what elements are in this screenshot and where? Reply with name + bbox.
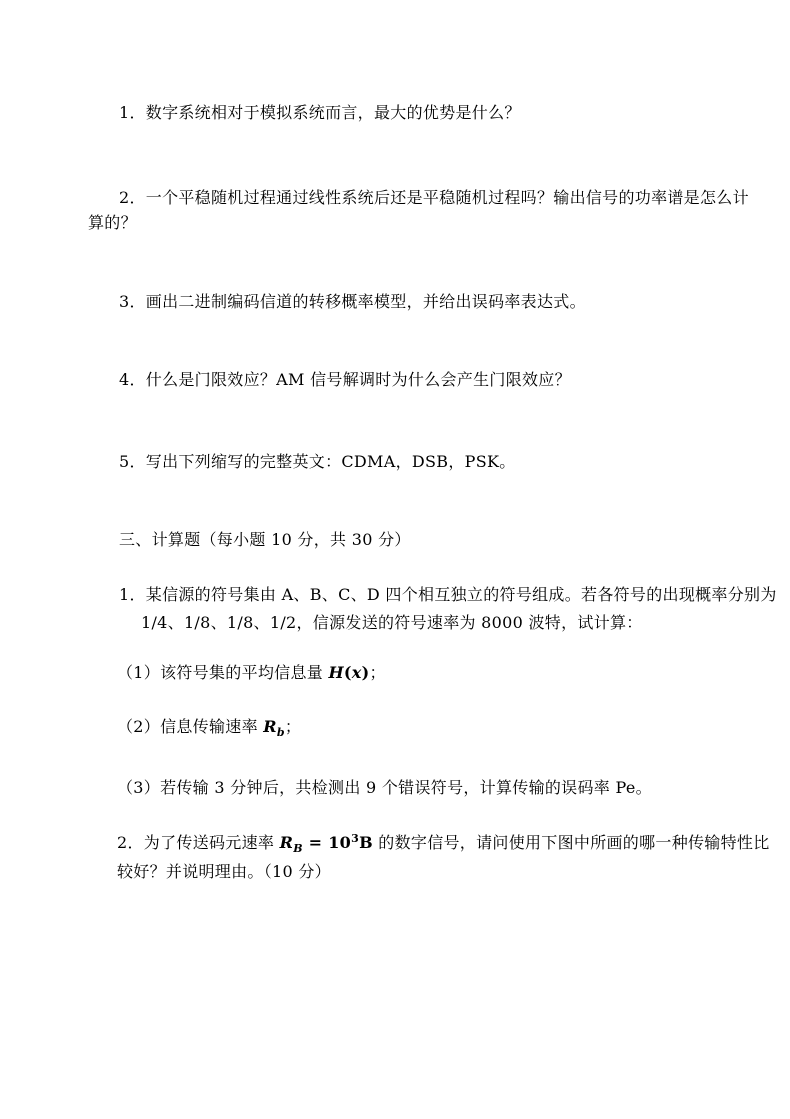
short-answer-q2-line2-seg-0: 算的？ [88, 213, 137, 232]
short-answer-q2-line1-seg-0: 2．一个平稳随机过程通过线性系统后还是平稳随机过程吗？输出信号的功率谱是怎么计 [119, 188, 749, 207]
calc-q2-line1-seg-5: B [359, 833, 373, 852]
calc-q2-line1-seg-2: B [293, 842, 303, 855]
calc-q2-line1-seg-6: 的数字信号，请问使用下图中所画的哪一种传输特性比 [372, 833, 770, 852]
short-answer-q1 [119, 103, 521, 122]
short-answer-q3 [119, 292, 586, 311]
short-answer-q2-line2 [88, 213, 137, 232]
short-answer-q2-line1 [119, 188, 749, 207]
calc-q1-part1-seg-5: ； [369, 663, 386, 682]
short-answer-q4-seg-0: 4．什么是门限效应？AM 信号解调时为什么会产生门限效应？ [119, 370, 571, 389]
calc-q1-part3-seg-0: （3）若传输 3 分钟后，共检测出 9 个错误符号，计算传输的误码率 Pe。 [117, 778, 652, 797]
calc-q1-part2-seg-2: b [276, 726, 285, 739]
calc-q2-line1-seg-1: R [279, 833, 294, 852]
short-answer-q3-seg-0: 3．画出二进制编码信道的转移概率模型，并给出误码率表达式。 [119, 292, 586, 311]
short-answer-q5 [119, 452, 516, 471]
calc-q1-part1 [117, 663, 386, 682]
section-heading-calculation-seg-0: 三、计算题（每小题 10 分，共 30 分） [119, 530, 411, 549]
calc-q1-part2 [117, 717, 301, 742]
section-heading-calculation [119, 530, 411, 549]
calc-q1-line2-seg-0: 1/4、1/8、1/8、1/2，信源发送的符号速率为 8000 波特，试计算： [141, 613, 643, 632]
calc-q1-part1-seg-2: ( [343, 663, 352, 682]
calc-q1-line2 [141, 613, 643, 632]
calc-q1-part2-seg-1: R [263, 717, 277, 736]
calc-q2-line2-seg-0: 较好？并说明理由。（10 分） [117, 862, 331, 881]
calc-q1-part1-seg-4: ) [361, 663, 370, 682]
calc-q2-line1-seg-4: 3 [351, 832, 360, 845]
calc-q1-part1-seg-1: H [328, 663, 344, 682]
short-answer-q5-seg-0: 5．写出下列缩写的完整英文：CDMA，DSB，PSK。 [119, 452, 516, 471]
calc-q1-part1-seg-0: （1）该符号集的平均信息量 [117, 663, 329, 682]
calc-q2-line2 [117, 862, 331, 881]
calc-q2-line1-seg-3: = 10 [302, 833, 352, 852]
calc-q1-line1 [119, 585, 777, 604]
short-answer-q4 [119, 370, 571, 389]
calc-q1-line1-seg-0: 1．某信源的符号集由 A、B、C、D 四个相互独立的符号组成。若各符号的出现概率分别为 [119, 585, 777, 604]
calc-q1-part1-seg-3: x [351, 663, 362, 682]
calc-q1-part2-seg-0: （2）信息传输速率 [117, 717, 264, 736]
calc-q2-line1-seg-0: 2．为了传送码元速率 [117, 833, 280, 852]
calc-q1-part3 [117, 778, 652, 797]
calc-q2-line1 [117, 829, 770, 858]
short-answer-q1-seg-0: 1．数字系统相对于模拟系统而言，最大的优势是什么？ [119, 103, 521, 122]
calc-q1-part2-seg-3: ； [284, 717, 302, 736]
